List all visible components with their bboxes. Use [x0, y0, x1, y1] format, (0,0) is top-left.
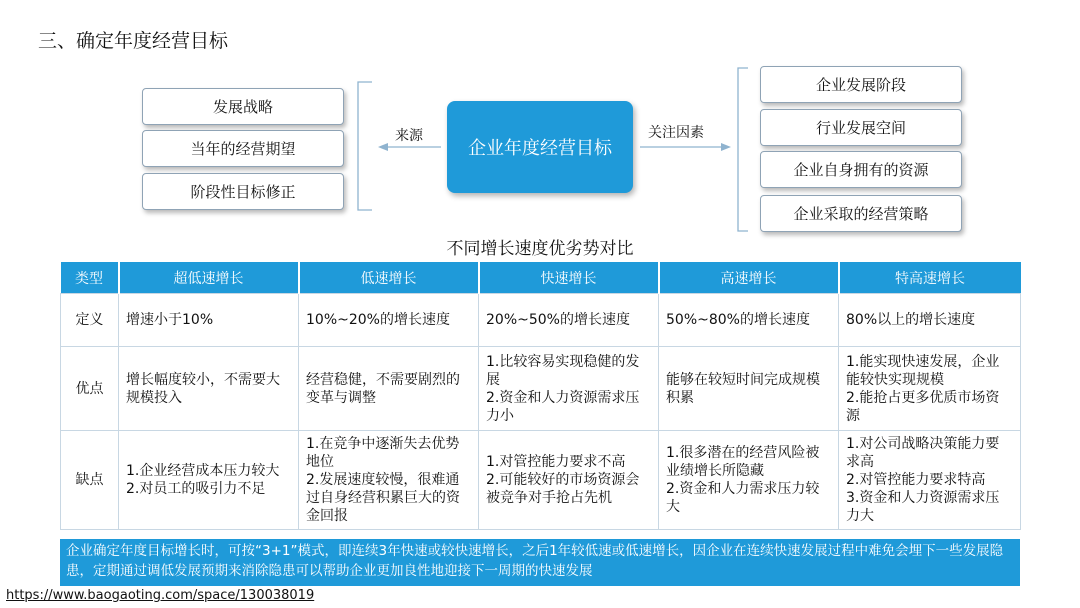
table-cell: 1.在竞争中逐渐失去优势地位 2.发展速度较慢，很难通过自身经营积累巨大的资金回报 [299, 431, 479, 530]
comparison-table [60, 262, 1021, 530]
header-low: 低速增长 [299, 262, 479, 294]
table-row-disadvantages [61, 431, 1021, 530]
table-cell: 1.对管控能力要求不高 2.可能较好的市场资源会被竞争对手抢占先机 [479, 431, 659, 530]
table-cell: 10%~20%的增长速度 [299, 294, 479, 347]
table-cell: 50%~80%的增长速度 [659, 294, 839, 347]
source-label: 来源 [395, 128, 423, 144]
footer-note: 企业确定年度目标增长时，可按“3+1”模式，即连续3年快速或较快速增长，之后1年较低速或低速增长，因企业在连续快速发展过程中难免会埋下一些发展隐患，定期通过调低发展预期来消除隐患可以帮助企业更加良性地迎接下一周期的快速发展 [60, 539, 1020, 586]
table-cell: 80%以上的增长速度 [839, 294, 1021, 347]
table-cell: 1.对公司战略决策能力要求高 2.对管控能力要求特高 3.资金和人力资源需求压力大 [839, 431, 1021, 530]
table-row-advantages [61, 347, 1021, 431]
table-cell: 能够在较短时间完成规模积累 [659, 347, 839, 431]
source-box-expectation: 当年的经营期望 [142, 130, 344, 167]
row-label: 定义 [61, 294, 119, 347]
table-cell: 1.企业经营成本压力较大 2.对员工的吸引力不足 [119, 431, 299, 530]
table-row-definition [61, 294, 1021, 347]
table-title: 不同增长速度优劣势对比 [446, 239, 634, 259]
row-label: 优点 [61, 347, 119, 431]
header-type: 类型 [61, 262, 119, 294]
header-ultra-low: 超低速增长 [119, 262, 299, 294]
header-fast: 快速增长 [479, 262, 659, 294]
factor-box-strategy: 企业采取的经营策略 [760, 195, 962, 232]
table-cell: 1.很多潜在的经营风险被业绩增长所隐藏 2.资金和人力需求压力较大 [659, 431, 839, 530]
table-cell: 增速小于10% [119, 294, 299, 347]
table-cell: 1.比较容易实现稳健的发展 2.资金和人力资源需求压力小 [479, 347, 659, 431]
factor-box-industry: 行业发展空间 [760, 109, 962, 146]
table-cell: 增长幅度较小，不需要大规模投入 [119, 347, 299, 431]
header-very-high: 特高速增长 [839, 262, 1021, 294]
center-goal-box: 企业年度经营目标 [447, 101, 633, 193]
factors-label: 关注因素 [648, 125, 704, 141]
factor-box-stage: 企业发展阶段 [760, 66, 962, 103]
table-cell: 经营稳健，不需要剧烈的变革与调整 [299, 347, 479, 431]
source-box-correction: 阶段性目标修正 [142, 173, 344, 210]
source-box-strategy: 发展战略 [142, 88, 344, 125]
table-header-row [61, 262, 1021, 294]
page-title: 三、确定年度经营目标 [38, 30, 229, 52]
source-link[interactable]: https://www.baogaoting.com/space/130038019 [6, 588, 315, 603]
row-label: 缺点 [61, 431, 119, 530]
factor-box-resources: 企业自身拥有的资源 [760, 151, 962, 188]
header-high: 高速增长 [659, 262, 839, 294]
table-cell: 20%~50%的增长速度 [479, 294, 659, 347]
table-cell: 1.能实现快速发展，企业能较快实现规模 2.能抢占更多优质市场资源 [839, 347, 1021, 431]
